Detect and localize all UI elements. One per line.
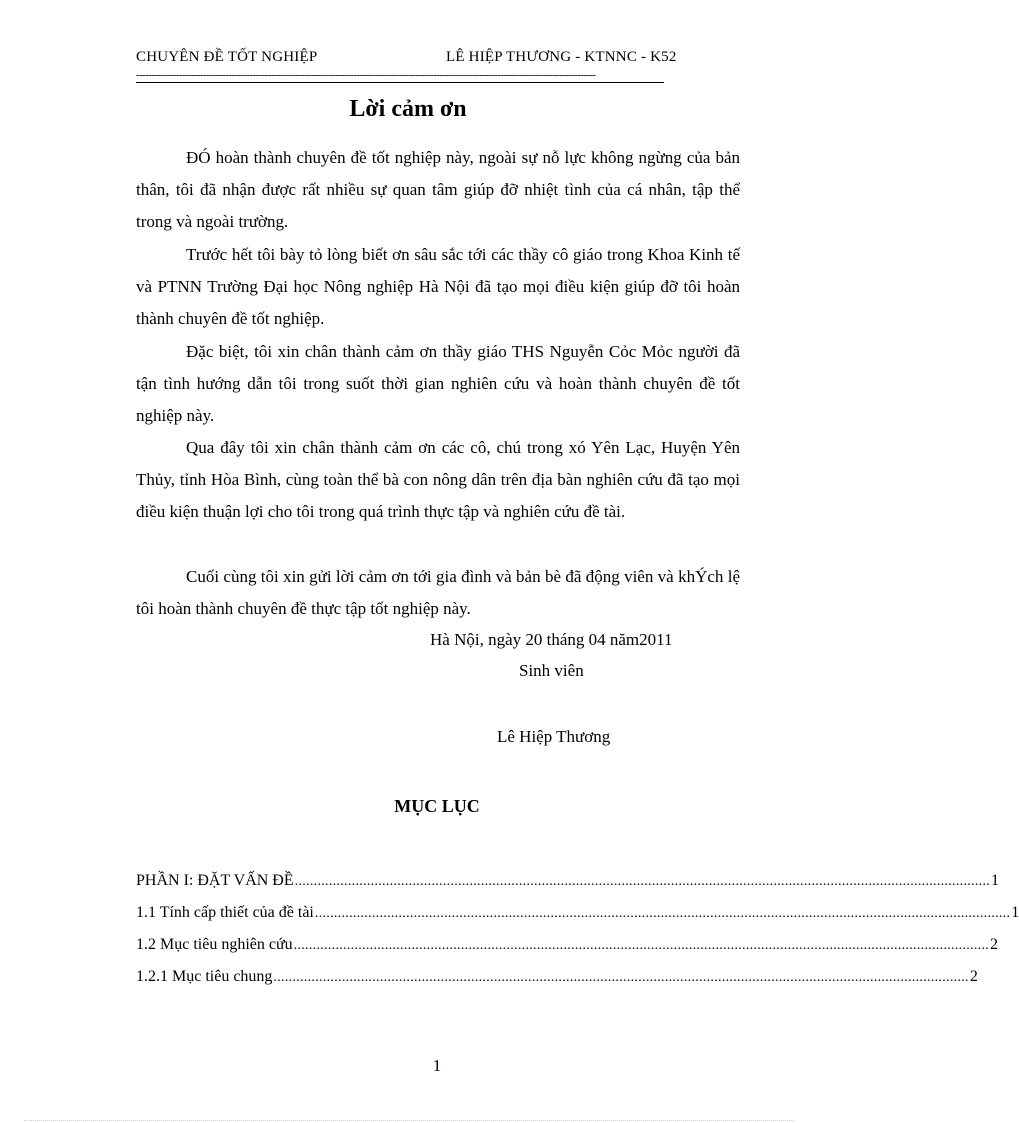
toc-leader-dots: ....................................................................................................................................................................................... xyxy=(293,938,990,953)
toc-entry[interactable] xyxy=(136,934,999,957)
toc-entry-page: 1 xyxy=(991,872,1000,889)
toc-entry-page: 2 xyxy=(990,936,999,953)
toc-entry-page: 2 xyxy=(969,968,978,985)
header-divider: ------------------------------------------------------------------------------------------------------------------------------------------------------ xyxy=(136,69,596,81)
signature-date: Hà Nội, ngày 20 tháng 04 năm2011 xyxy=(430,630,673,649)
toc-entry-label: 1.1 Tính cấp thiết của đề tài xyxy=(136,904,314,921)
toc-entry[interactable] xyxy=(136,902,1019,925)
toc-entry[interactable] xyxy=(136,870,1000,893)
signature-role: Sinh viên xyxy=(519,661,584,680)
paragraph-5: Cuối cùng tôi xin gửi lời cảm ơn tới gia đình và bản bè đã động viên và khÝch lệ tôi hoàn thành chuyên đề thực tập tốt nghiệp này. xyxy=(136,567,740,619)
toc-entry-label: 1.2.1 Mục tiêu chung xyxy=(136,968,273,985)
paragraph-3: Đặc biệt, tôi xin chân thành cảm ơn thầy giáo THS Nguyễn Cỏc Mỏc người đã tận tình hướng dẫn tôi trong suốt thời gian nghiên cứu và hoàn thành chuyên đề tốt nghiệp này. xyxy=(136,342,740,426)
toc-leader-dots: ....................................................................................................................................................................................... xyxy=(294,874,991,889)
header-divider-line xyxy=(136,82,664,83)
toc-leader-dots: ....................................................................................................................................................................................... xyxy=(314,906,1011,921)
header-right-text: LÊ HIỆP THƯƠNG - KTNNC - K52 xyxy=(446,49,677,65)
toc-entry-label: 1.2 Mục tiêu nghiên cứu xyxy=(136,936,293,953)
paragraph-1: ĐÓ hoàn thành chuyên đề tốt nghiệp này, ngoài sự nỗ lực không ngừng của bản thân, tôi đã nhận được rất nhiều sự quan tâm giúp đỡ nhiệt tình của cá nhân, tập thể trong và ngoài trường. xyxy=(136,148,740,232)
page-number: 1 xyxy=(432,1056,442,1075)
page-bottom-border xyxy=(24,1120,794,1121)
toc-entry[interactable] xyxy=(136,966,978,989)
signature-name: Lê Hiệp Thương xyxy=(497,727,611,746)
toc-entry-page: 1 xyxy=(1011,904,1019,921)
page-title: Lời cảm ơn xyxy=(349,96,467,122)
paragraph-4: Qua đây tôi xin chân thành cảm ơn các cô, chú trong xó Yên Lạc, Huyện Yên Thủy, tỉnh Hòa Bình, cùng toàn thể bà con nông dân trên địa bàn nghiên cứu đã tạo mọi điều kiện thuận lợi cho tôi trong quá trình thực tập và nghiên cứu đề tài. xyxy=(136,438,740,522)
paragraph-2: Trước hết tôi bày tỏ lòng biết ơn sâu sắc tới các thầy cô giáo trong Khoa Kinh tế và PTNN Trường Đại học Nông nghiệp Hà Nội đã tạo mọi điều kiện giúp đỡ tôi hoàn thành chuyên đề tốt nghiệp. xyxy=(136,245,740,329)
toc-entry-label: PHẦN I: ĐẶT VẤN ĐỀ xyxy=(136,872,294,889)
header-left-text: CHUYÊN ĐỀ TỐT NGHIỆP xyxy=(136,49,318,65)
toc-leader-dots: ....................................................................................................................................................................................... xyxy=(273,970,969,985)
toc-title: MỤC LỤC xyxy=(394,796,480,816)
